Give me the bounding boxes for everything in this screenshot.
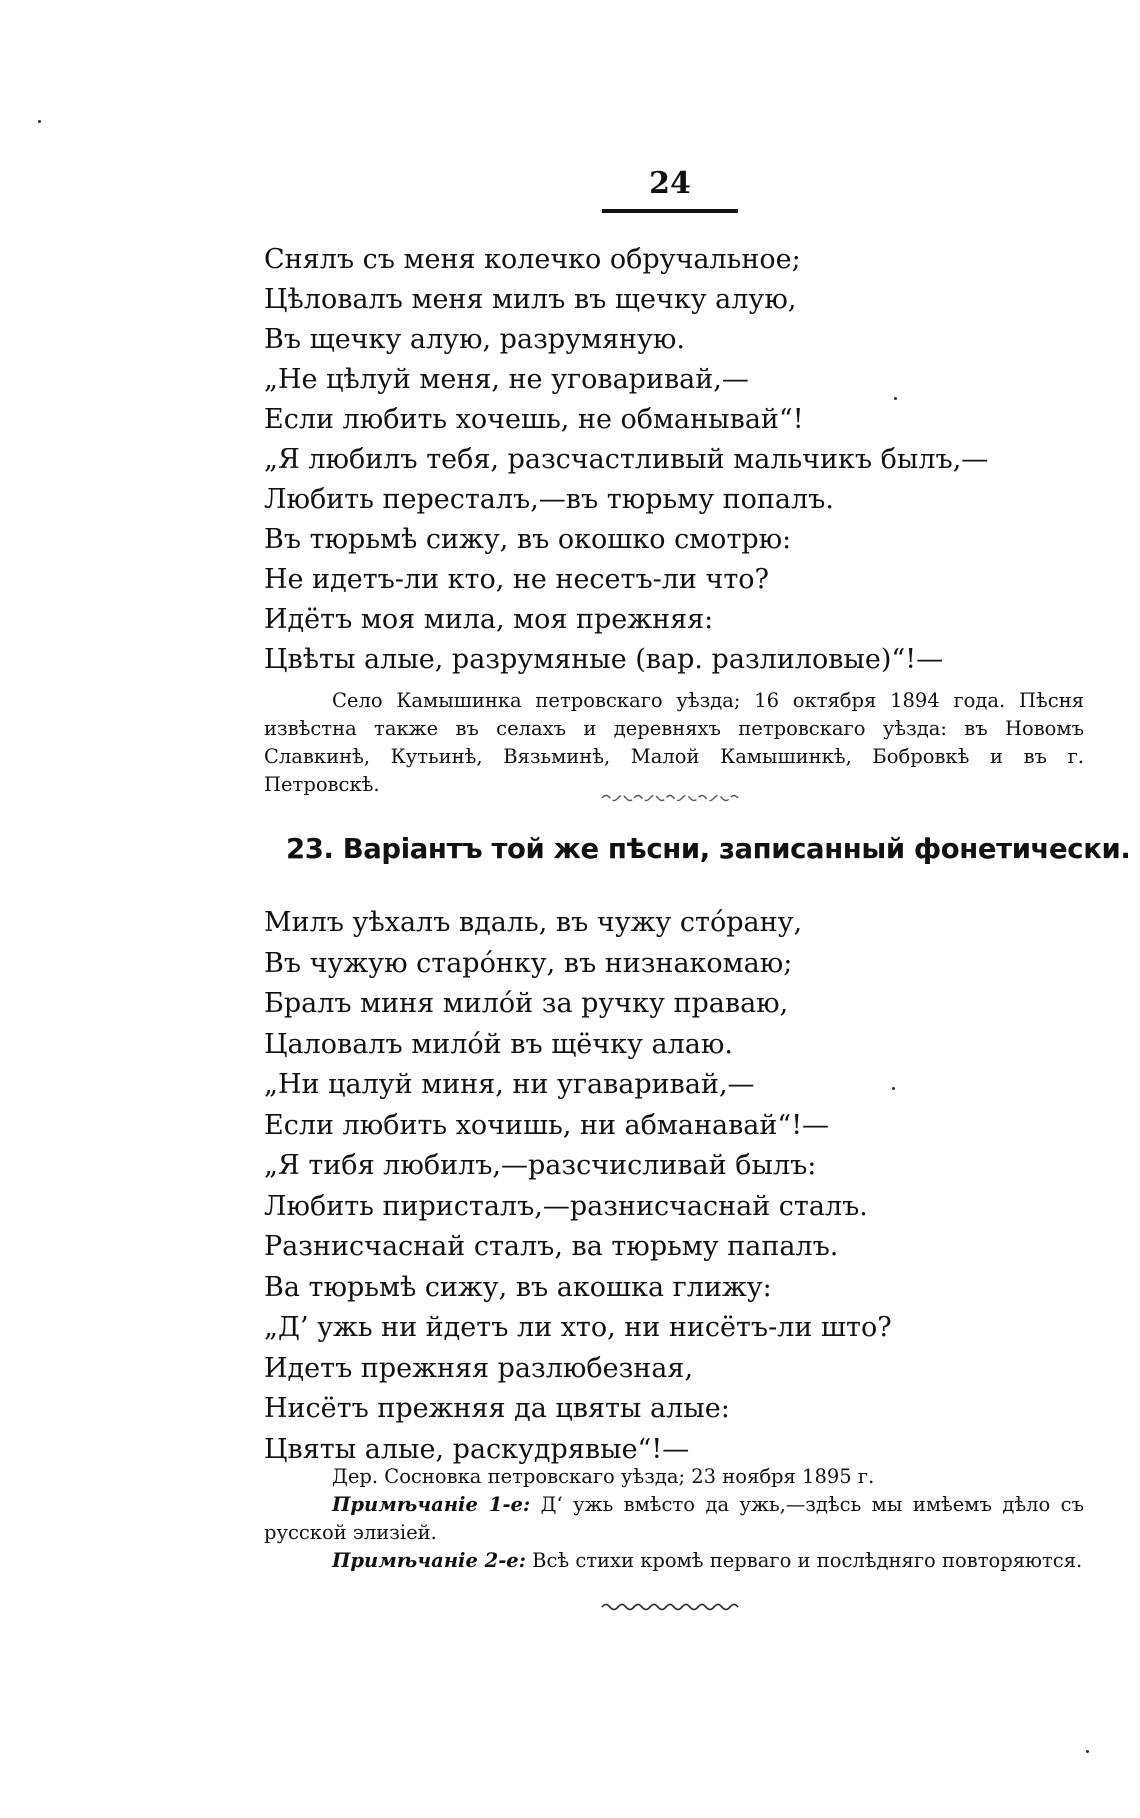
verse-line: Снялъ съ меня колечко обручальное; [264, 244, 801, 275]
print-speck [1086, 1750, 1089, 1753]
song-verse-22 [264, 240, 1084, 680]
verse-line: Цвѣты алые, разрумяные (вар. разлиловые)“!— [264, 644, 944, 675]
page-number-rule [602, 209, 738, 213]
verse-line: „Не цѣлуй меня, не уговаривай,— [264, 364, 749, 395]
verse-line: Цвяты алые, раскудрявые“!— [264, 1433, 690, 1465]
verse-line: Милъ уѣхалъ вдаль, въ чужу стóрану, [264, 907, 803, 938]
print-speck [892, 1087, 895, 1090]
verse-line: Въ тюрьмѣ сижу, въ окошко смотрю: [264, 524, 792, 555]
remark-2-text: Всѣ стихи кромѣ перваго и послѣдняго повторяются. [532, 1549, 1083, 1572]
verse-line: Бралъ миня милóй за ручку праваю, [264, 988, 789, 1019]
source-note-text: Село Камышинка петровскаго уѣзда; 16 октября 1894 года. Пѣсня извѣстна также въ селахъ и деревняхъ петровскаго уѣзда: въ Новомъ Славкинѣ, Кутьинѣ, Вязьминѣ, Малой Камышинкѣ, Бобровкѣ и въ г. Петровскѣ. [264, 689, 1084, 796]
print-speck [894, 397, 897, 400]
verse-line: Цаловалъ милóй въ щёчку алаю. [264, 1028, 733, 1060]
verse-line: Не идетъ-ли кто, не несетъ-ли что? [264, 564, 770, 595]
source-note-23 [264, 1463, 1084, 1575]
remark-2-label: Примѣчаніе 2-е: [332, 1549, 526, 1572]
verse-line: „Я тибя любилъ,—разсчисливай былъ: [264, 1150, 817, 1181]
page-number: 24 [649, 166, 691, 201]
remark-1 [264, 1491, 1084, 1547]
verse-line: Нисётъ прежняя да цвяты алые: [264, 1393, 730, 1424]
source-note-22 [264, 687, 1084, 799]
verse-line: Разнисчаснай сталъ, ва тюрьму папалъ. [264, 1231, 839, 1262]
verse-line: Любить пиристалъ,—разнисчаснай сталъ. [264, 1190, 868, 1222]
wavy-ornament-divider [600, 791, 740, 805]
verse-line: Въ чужую старóнку, въ низнакомаю; [264, 947, 793, 979]
verse-line: Въ щечку алую, разрумяную. [264, 324, 685, 355]
wavy-ornament-divider-end [600, 1600, 740, 1614]
source-line: Дер. Сосновка петровскаго уѣзда; 23 ноября 1895 г. [332, 1465, 875, 1488]
remark-1-label: Примѣчаніе 1-е: [332, 1493, 531, 1516]
remark-1-text: Д‘ ужь вмѣсто да ужь,—здѣсь мы имѣемъ дѣло съ русской элизіей. [264, 1493, 1084, 1544]
verse-line: Ва тюрьмѣ сижу, въ акошка глижу: [264, 1271, 772, 1303]
print-speck [38, 120, 41, 123]
verse-line: Если любить хочешь, не обманывай“! [264, 404, 804, 435]
verse-line: Идетъ прежняя разлюбезная, [264, 1352, 694, 1384]
verse-line: „Д’ ужь ни йдетъ ли хто, ни нисётъ-ли што? [264, 1312, 892, 1343]
verse-line: „Ни цалуй миня, ни угаваривай,— [264, 1069, 755, 1100]
verse-line: „Я любилъ тебя, разсчастливый мальчикъ былъ,— [264, 444, 989, 475]
verse-line: Если любить хочишь, ни абманавай“!— [264, 1109, 830, 1141]
remark-2 [264, 1547, 1084, 1575]
section-heading-23: 23. Варіантъ той же пѣсни, записанный фонетически. [286, 833, 1131, 865]
song-verse-23 [264, 903, 1084, 1470]
verse-line: Цѣловалъ меня милъ въ щечку алую, [264, 284, 797, 315]
verse-line: Любить пересталъ,—въ тюрьму попалъ. [264, 484, 834, 515]
verse-line: Идётъ моя мила, моя прежняя: [264, 604, 714, 635]
